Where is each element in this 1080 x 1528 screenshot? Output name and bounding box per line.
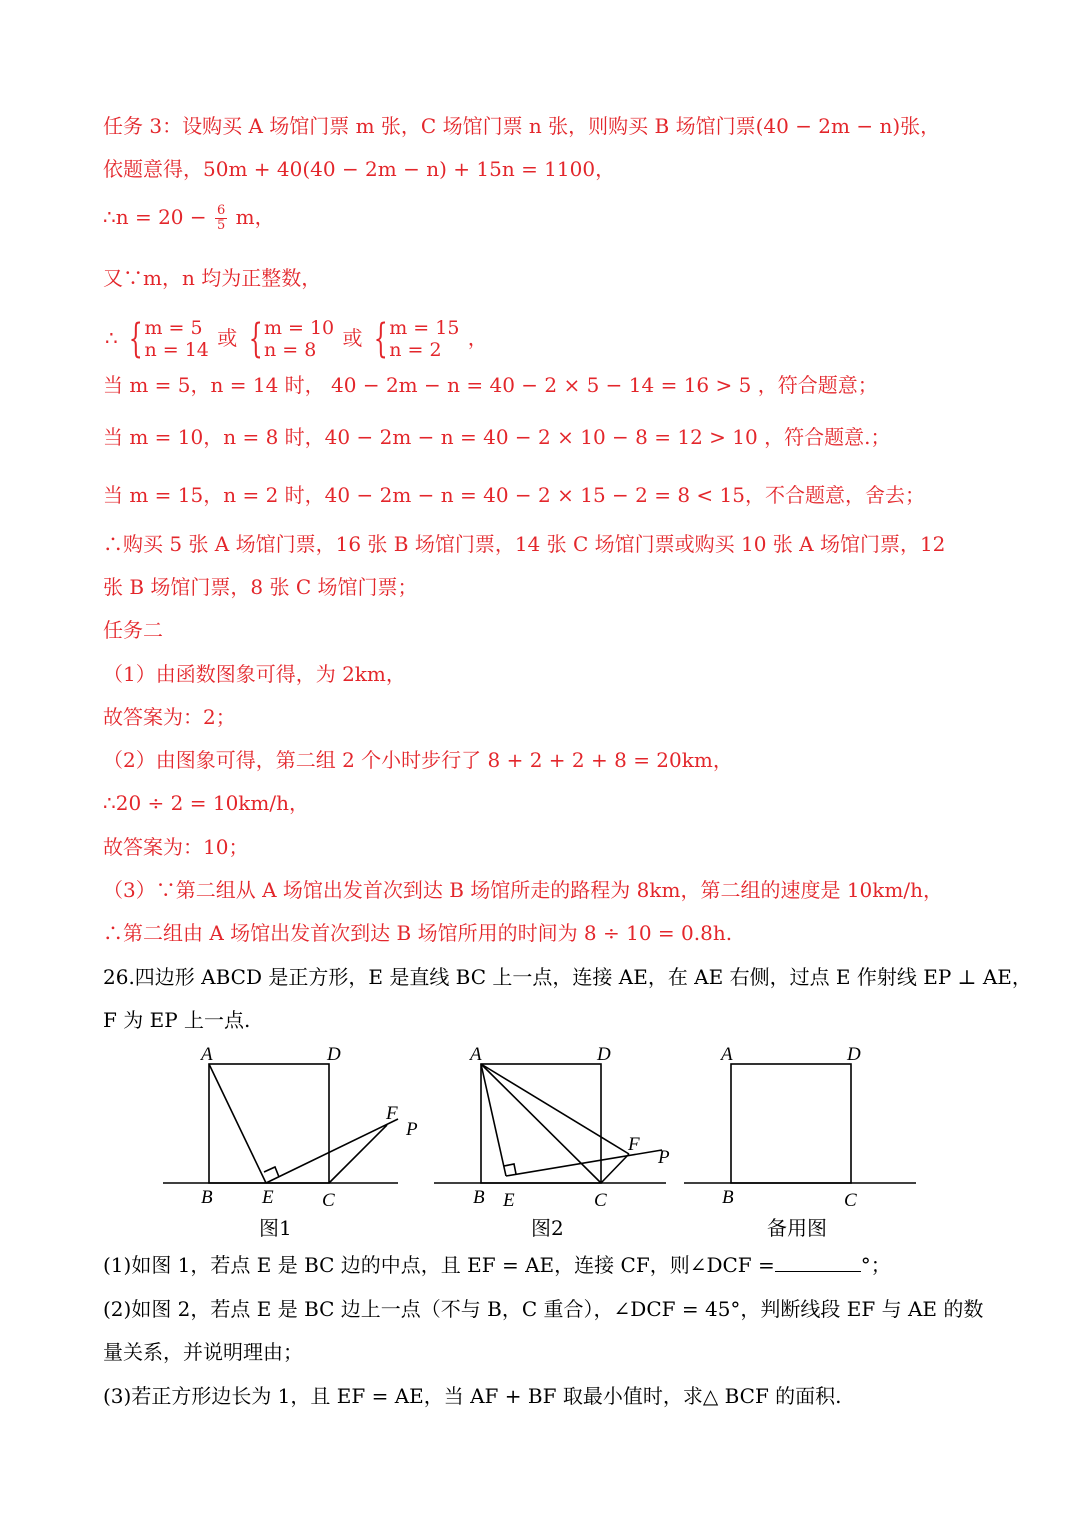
fig3-caption: 备用图 — [767, 1216, 827, 1240]
answer-blank — [775, 1253, 861, 1272]
brace-icon: { — [248, 316, 263, 362]
fig2-label-d: D — [597, 1044, 611, 1065]
fig2-label-e: E — [503, 1190, 515, 1211]
task3-title: 任务 3：设购买 A 场馆门票 m 张，C 场馆门票 n 张，则购买 B 场馆门票(40 − 2m − n)张， — [103, 114, 941, 138]
fig1-label-f: F — [386, 1103, 398, 1124]
solution-systems — [103, 311, 490, 363]
system-2-eq-b: n = 8 — [263, 339, 317, 361]
fig1-square — [209, 1064, 329, 1183]
fig3-label-c: C — [844, 1190, 857, 1211]
system-2-eq-a: m = 10 — [263, 317, 335, 339]
system-1-eq-a: m = 5 — [144, 317, 203, 339]
part1-line — [103, 1253, 891, 1277]
system-1-eq-b: n = 14 — [144, 339, 209, 361]
system-3 — [371, 313, 460, 363]
fig1-segment-ae — [209, 1064, 266, 1183]
fig2-label-f: F — [628, 1134, 640, 1155]
fig1-segment-cf — [329, 1125, 387, 1183]
part3-line: (3)若正方形边长为 1，且 EF = AE，当 AF + BF 取最小值时，求△ BCF 的面积. — [103, 1384, 842, 1408]
task3-equation: 依题意得，50m + 40(40 − 2m − n) + 15n = 1100， — [103, 157, 616, 181]
fig2-caption: 图2 — [531, 1216, 564, 1240]
fig1-label-d: D — [327, 1044, 341, 1065]
case-2: 当 m = 10，n = 8 时，40 − 2m − n = 40 − 2 × 10 − 8 = 12 > 10 ，符合题意.； — [103, 425, 891, 449]
problem-statement-2: F 为 EP 上一点. — [103, 1008, 251, 1032]
fig1-label-p: P — [406, 1119, 418, 1140]
fig1-label-a: A — [201, 1044, 213, 1065]
figures-diagram — [0, 1035, 1080, 1215]
n-expression — [103, 200, 275, 234]
conclusion-line-2: 张 B 场馆门票，8 张 C 场馆门票； — [103, 575, 418, 599]
a1-line: 故答案为：2； — [103, 705, 236, 729]
brace-icon: { — [128, 316, 143, 362]
q1-line: （1）由函数图象可得，为 2km， — [103, 662, 406, 686]
fig2-label-b: B — [473, 1187, 485, 1208]
fig1-label-e: E — [262, 1187, 274, 1208]
fig1-label-b: B — [201, 1187, 213, 1208]
trailing-comma: ， — [467, 325, 488, 350]
fraction-denominator: 5 — [217, 218, 226, 233]
case-3: 当 m = 15，n = 2 时，40 − 2m − n = 40 − 2 × 15 − 2 = 8 < 15，不合题意，舍去； — [103, 483, 926, 507]
n-expr-prefix: ∴n = 20 − — [103, 205, 207, 229]
or-word-2: 或 — [342, 325, 363, 350]
q2-line: （2）由图象可得，第二组 2 个小时步行了 8 + 2 + 2 + 8 = 20km， — [103, 748, 733, 772]
system-3-eq-a: m = 15 — [389, 317, 460, 339]
fig2-segment-af — [481, 1064, 629, 1154]
part2-line-2: 量关系，并说明理由； — [103, 1340, 303, 1364]
a2-line: 故答案为：10； — [103, 835, 249, 859]
problem-statement-1: 26.四边形 ABCD 是正方形，E 是直线 BC 上一点，连接 AE，在 AE 右侧，过点 E 作射线 EP ⊥ AE， — [103, 965, 1032, 989]
n-expr-suffix: m， — [235, 205, 275, 229]
fig3-label-a: A — [721, 1044, 733, 1065]
fig1-right-angle-mark — [264, 1167, 279, 1177]
fig3-square — [731, 1064, 851, 1183]
q3-conclusion-line: ∴第二组由 A 场馆出发首次到达 B 场馆所用的时间为 8 ÷ 10 = 0.8h. — [103, 921, 733, 945]
part1-prefix: (1)如图 1，若点 E 是 BC 边的中点，且 EF = AE，连接 CF，则∠DCF = — [103, 1253, 775, 1277]
case-1: 当 m = 5，n = 14 时， 40 − 2m − n = 40 − 2 × 5 − 14 = 16 > 5 ，符合题意； — [103, 373, 878, 397]
fraction-numerator: 6 — [217, 203, 226, 218]
fig2-label-p: P — [658, 1147, 670, 1168]
system-1 — [126, 313, 209, 363]
fig1-label-c: C — [322, 1190, 335, 1211]
system-2 — [246, 313, 335, 363]
therefore-symbol: ∴ — [105, 325, 118, 350]
fig1-ray-ep — [266, 1119, 398, 1183]
q3-line: （3）∵第二组从 A 场馆出发首次到达 B 场馆所走的路程为 8km，第二组的速度是 10km/h， — [103, 878, 943, 902]
fig2-segment-ae — [481, 1064, 506, 1176]
system-3-eq-b: n = 2 — [389, 339, 442, 361]
fig1-caption: 图1 — [259, 1216, 292, 1240]
q2-calc-line: ∴20 ÷ 2 = 10km/h， — [103, 791, 309, 815]
fig2-label-c: C — [594, 1190, 607, 1211]
part1-suffix: °； — [860, 1253, 891, 1277]
brace-icon: { — [373, 316, 388, 362]
part2-line-1: (2)如图 2，若点 E 是 BC 边上一点（不与 B，C 重合），∠DCF = 45°，判断线段 EF 与 AE 的数 — [103, 1297, 984, 1321]
fraction-six-fifths — [215, 204, 227, 233]
task2-title: 任务二 — [103, 618, 163, 642]
fig3-label-d: D — [847, 1044, 861, 1065]
conclusion-line-1: ∴购买 5 张 A 场馆门票，16 张 B 场馆门票，14 张 C 场馆门票或购买 10 张 A 场馆门票，12 — [103, 532, 946, 556]
fig2-segment-ac — [481, 1064, 601, 1183]
fig2-label-a: A — [470, 1044, 482, 1065]
or-word-1: 或 — [217, 325, 238, 350]
fig3-label-b: B — [722, 1187, 734, 1208]
integers-note: 又∵m，n 均为正整数， — [103, 266, 322, 290]
